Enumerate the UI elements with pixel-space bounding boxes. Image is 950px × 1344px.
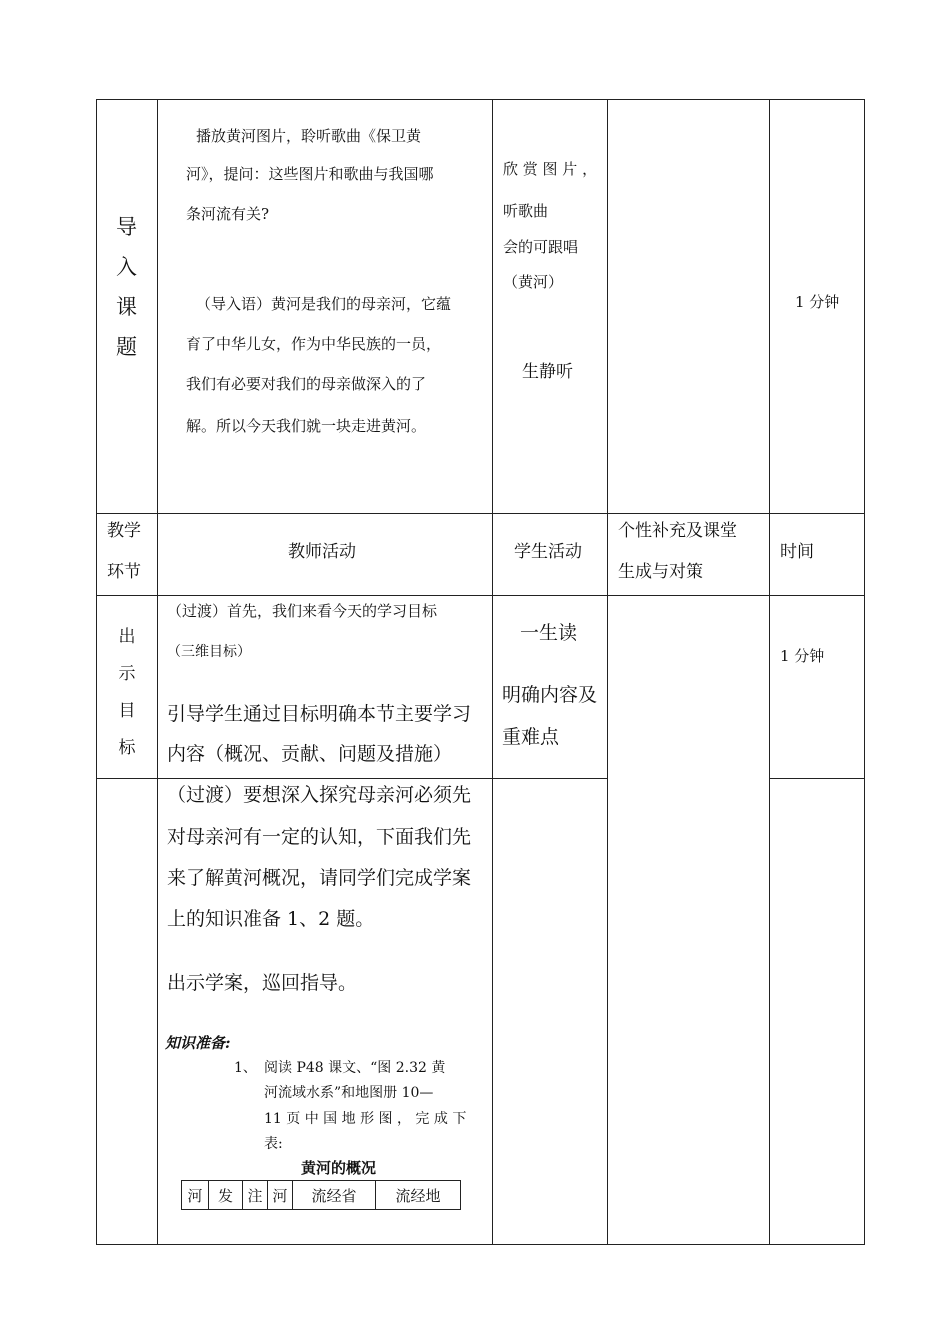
stage-char: 题 bbox=[116, 335, 137, 359]
table-row bbox=[182, 1181, 461, 1210]
teacher-goals-line: （过渡）首先，我们来看今天的学习目标 bbox=[167, 602, 438, 620]
table-border-right bbox=[864, 99, 865, 1245]
teacher-intro-line: 条河流有关? bbox=[186, 205, 270, 223]
student-goals-line: 明确内容及 bbox=[502, 684, 598, 706]
transition-line: 对母亲河有一定的认知，下面我们先 bbox=[167, 826, 472, 848]
student-listen: 生静听 bbox=[522, 362, 573, 382]
table-header-cell: 流经省 bbox=[293, 1181, 376, 1210]
item-text-line: 11 页 中 国 地 形 图 ， 完 成 下 bbox=[264, 1111, 467, 1127]
row-divider-3a bbox=[96, 778, 607, 779]
table-header-cell: 注 bbox=[243, 1181, 268, 1210]
transition-line: 上的知识准备 1、2 题。 bbox=[167, 908, 375, 930]
row-divider-2 bbox=[96, 595, 865, 596]
stage-char: 导 bbox=[116, 215, 137, 239]
header-stage-line: 环节 bbox=[107, 562, 141, 582]
time-goals: 1 分钟 bbox=[780, 647, 825, 665]
item-text-line: 阅读 P48 课文、“图 2.32 黄 bbox=[264, 1060, 446, 1076]
table-border-bottom bbox=[96, 1244, 865, 1245]
table-header-cell: 河 bbox=[268, 1181, 293, 1210]
column-divider-1 bbox=[157, 99, 158, 1245]
mini-table-title: 黄河的概况 bbox=[301, 1159, 377, 1177]
stage-label-intro bbox=[116, 207, 136, 367]
show-handout: 出示学案，巡回指导。 bbox=[167, 972, 358, 994]
item-text-line: 表: bbox=[264, 1136, 283, 1152]
header-student: 学生活动 bbox=[514, 542, 582, 562]
row-divider-3b bbox=[769, 778, 865, 779]
table-header-cell: 河 bbox=[182, 1181, 209, 1210]
teacher-intro-line: 解。所以今天我们就一块走进黄河。 bbox=[186, 417, 427, 435]
student-goals-line: 重难点 bbox=[502, 726, 560, 748]
table-header-cell: 流经地 bbox=[376, 1181, 461, 1210]
table-border-top bbox=[96, 99, 865, 100]
item-number: 1、 bbox=[234, 1060, 257, 1076]
table-border-left bbox=[96, 99, 97, 1245]
row-divider-1 bbox=[96, 513, 865, 514]
stage-char: 目 bbox=[118, 701, 136, 721]
teacher-intro-line: 育了中华儿女，作为中华民族的一员， bbox=[186, 335, 442, 353]
time-intro: 1 分钟 bbox=[795, 293, 840, 311]
teacher-goals-line: （三维目标） bbox=[167, 644, 251, 660]
teacher-intro-line: 我们有必要对我们的母亲做深入的了 bbox=[186, 375, 427, 393]
teacher-goals-guide: 内容（概况、贡献、问题及措施） bbox=[167, 743, 453, 765]
item-text-line: 河流域水系”和地图册 10— bbox=[264, 1085, 434, 1101]
teacher-intro-line: 播放黄河图片，聆听歌曲《保卫黄 bbox=[196, 127, 422, 145]
header-supplement-line: 个性补充及课堂 bbox=[618, 521, 737, 541]
student-intro-line: 会的可跟唱 bbox=[503, 238, 579, 256]
teacher-intro-line: 河》，提问：这些图片和歌曲与我国哪 bbox=[186, 165, 434, 183]
teacher-goals-guide: 引导学生通过目标明确本节主要学习 bbox=[167, 703, 472, 725]
table-header-cell: 发 bbox=[209, 1181, 243, 1210]
student-intro-line: 听歌曲 bbox=[503, 202, 549, 220]
header-time: 时间 bbox=[780, 542, 814, 562]
knowledge-title: 知识准备: bbox=[165, 1034, 231, 1052]
student-intro-line: （黄河） bbox=[503, 273, 564, 291]
student-read: 一生读 bbox=[520, 622, 578, 644]
header-stage-line: 教学 bbox=[107, 521, 141, 541]
stage-char: 课 bbox=[116, 295, 137, 319]
stage-label-goals bbox=[117, 619, 137, 767]
transition-line: 来了解黄河概况，请同学们完成学案 bbox=[167, 867, 472, 889]
student-intro-line: 欣 赏 图 片 ， bbox=[503, 160, 598, 178]
stage-char: 标 bbox=[118, 738, 136, 758]
stage-char: 入 bbox=[116, 255, 137, 279]
stage-char: 出 bbox=[118, 627, 136, 647]
stage-char: 示 bbox=[118, 664, 136, 684]
column-divider-2 bbox=[492, 99, 493, 1245]
header-teacher: 教师活动 bbox=[288, 542, 356, 562]
header-supplement-line: 生成与对策 bbox=[618, 562, 703, 582]
column-divider-4 bbox=[769, 99, 770, 1245]
yellow-river-overview-table bbox=[181, 1180, 461, 1210]
column-divider-3 bbox=[607, 99, 608, 1245]
transition-line: （过渡）要想深入探究母亲河必须先 bbox=[167, 784, 472, 806]
teacher-intro-line: （导入语）黄河是我们的母亲河，它蕴 bbox=[196, 295, 452, 313]
